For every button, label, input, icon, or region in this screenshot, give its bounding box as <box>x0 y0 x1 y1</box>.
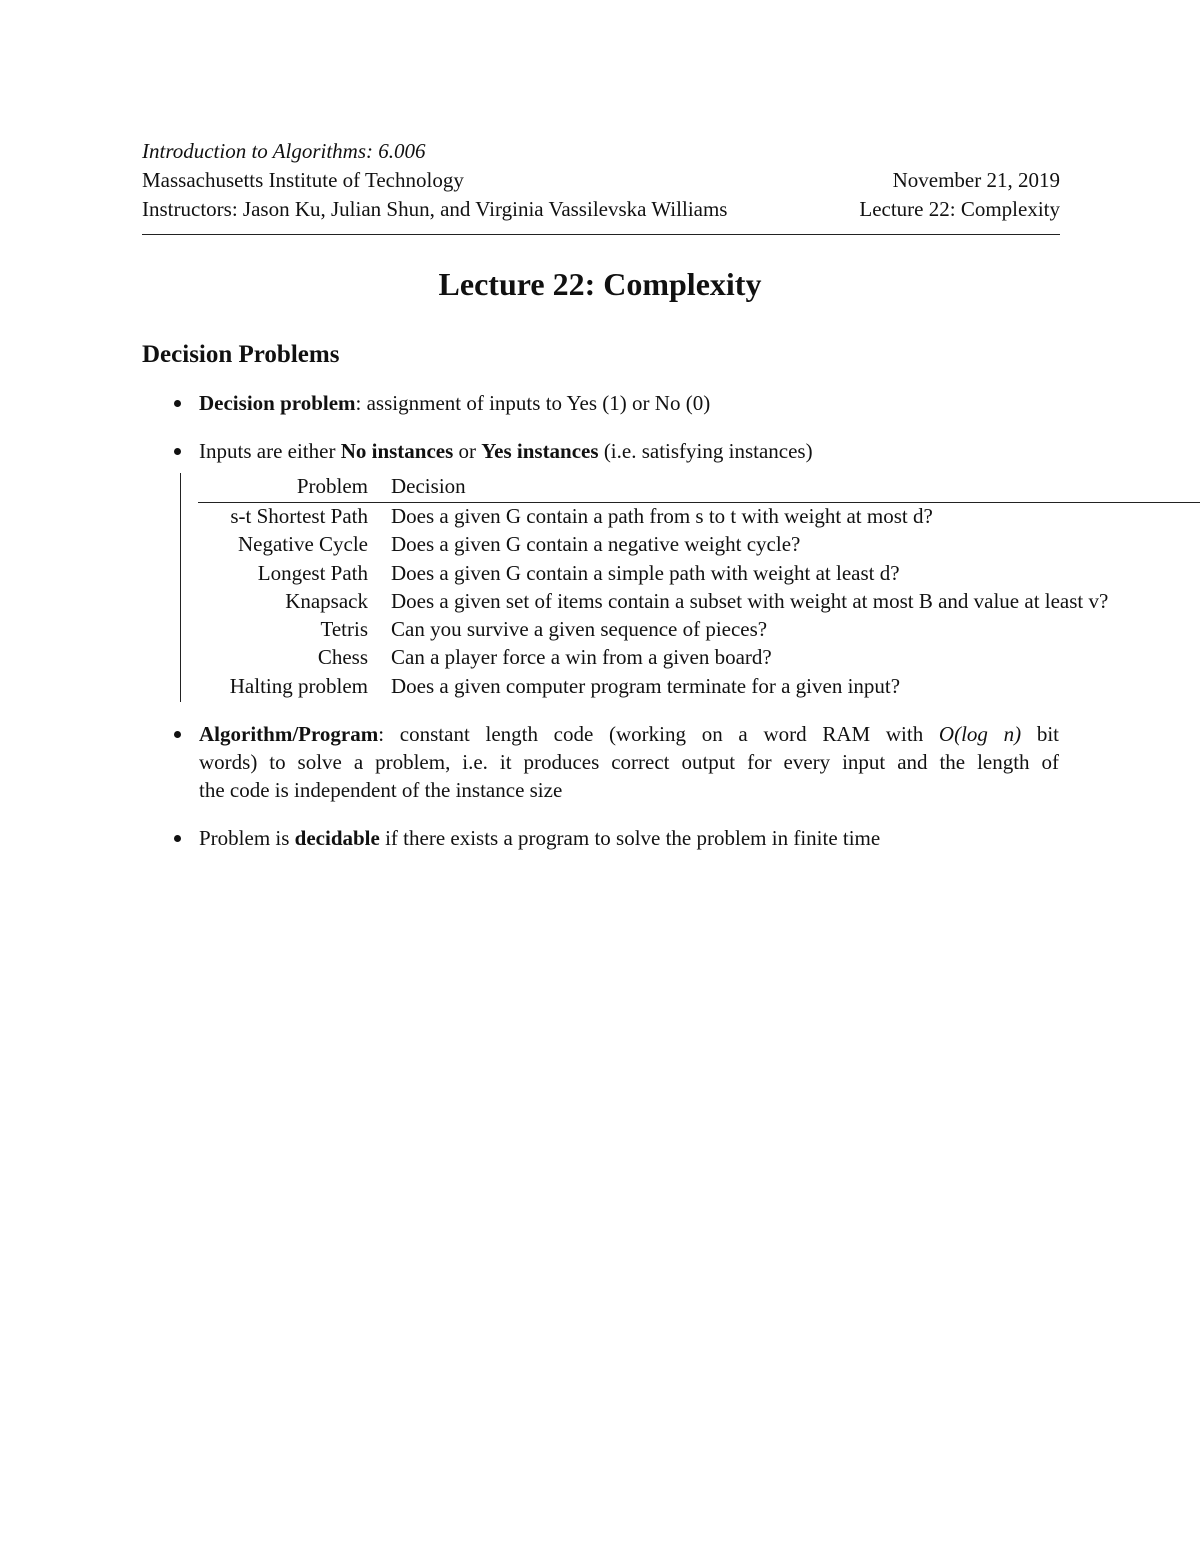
table-row <box>198 588 1200 616</box>
cell-problem: Tetris <box>320 617 368 642</box>
lecture-date: November 21, 2019 <box>892 168 1060 192</box>
term-no-instances: No instances <box>340 439 454 463</box>
cell-decision: Can you survive a given sequence of pieces? <box>391 617 768 642</box>
text-post: (i.e. satisfying instances) <box>598 439 813 463</box>
cell-decision: Can a player force a win from a given board? <box>391 645 772 670</box>
lecture-label: Lecture 22: Complexity <box>859 197 1060 221</box>
cell-decision: Does a given set of items contain a subset with weight at most B and value at least v? <box>391 588 1109 613</box>
document-header <box>142 137 1060 224</box>
header-decision: Decision <box>391 474 466 498</box>
cell-decision: Does a given G contain a negative weight cycle? <box>391 532 801 557</box>
term-decidable: decidable <box>294 826 380 850</box>
section-heading: Decision Problems <box>142 341 340 368</box>
table-row <box>198 503 1200 531</box>
cell-problem: Chess <box>317 645 368 670</box>
term: Decision problem <box>199 391 356 415</box>
bullet-text <box>199 389 710 417</box>
cell-problem: Halting problem <box>229 673 368 698</box>
bullet-icon <box>174 731 181 738</box>
text-pre: Inputs are either <box>199 439 341 463</box>
cell-decision: Does a given G contain a simple path with weight at least d? <box>391 560 900 585</box>
term: Algorithm/Program <box>199 722 379 746</box>
decision-problems-table <box>198 473 1200 701</box>
bullet-text <box>199 437 813 465</box>
cell-problem: Negative Cycle <box>237 532 368 557</box>
bullet-icon <box>174 400 181 407</box>
math-big-o: O(log n) <box>938 722 1022 746</box>
term-yes-instances: Yes instances <box>481 439 599 463</box>
cell-decision: Does a given computer program terminate for a given input? <box>391 673 901 698</box>
table-row <box>198 531 1200 559</box>
line-3: the code is independent of the instance size <box>199 778 563 802</box>
instructors: Instructors: Jason Ku, Julian Shun, and Virginia Vassilevska Williams <box>142 197 728 221</box>
bullet-text <box>199 824 880 852</box>
bullet-icon <box>174 448 181 455</box>
text-end: bit <box>1021 722 1060 746</box>
table-row <box>198 560 1200 588</box>
text-post: if there exists a program to solve the problem in finite time <box>379 826 881 850</box>
bullet-icon <box>174 835 181 842</box>
table-row <box>198 616 1200 644</box>
line-2: words) to solve a problem, i.e. it produces correct output for every input and the length of <box>199 750 1059 774</box>
page-title: Lecture 22: Complexity <box>438 266 762 302</box>
text-mid: or <box>453 439 482 463</box>
cell-decision: Does a given G contain a path from s to t with weight at most d? <box>391 504 933 528</box>
table-row <box>198 673 1200 701</box>
definition: : assignment of inputs to Yes (1) or No (0) <box>355 391 711 415</box>
header-divider <box>142 234 1060 235</box>
table-header-row <box>198 473 1200 503</box>
table-row <box>198 644 1200 672</box>
line-1 <box>199 720 1059 748</box>
text-pre: Problem is <box>199 826 295 850</box>
bullet-text <box>199 720 1059 804</box>
cell-problem: s-t Shortest Path <box>230 504 368 528</box>
header-problem: Problem <box>296 474 368 498</box>
course-name: Introduction to Algorithms: 6.006 <box>142 139 426 163</box>
cell-problem: Knapsack <box>285 588 368 613</box>
table-column-divider <box>180 473 181 702</box>
institution: Massachusetts Institute of Technology <box>142 168 464 192</box>
cell-problem: Longest Path <box>257 560 368 585</box>
text: : constant length code (working on a word RAM with <box>378 722 939 746</box>
